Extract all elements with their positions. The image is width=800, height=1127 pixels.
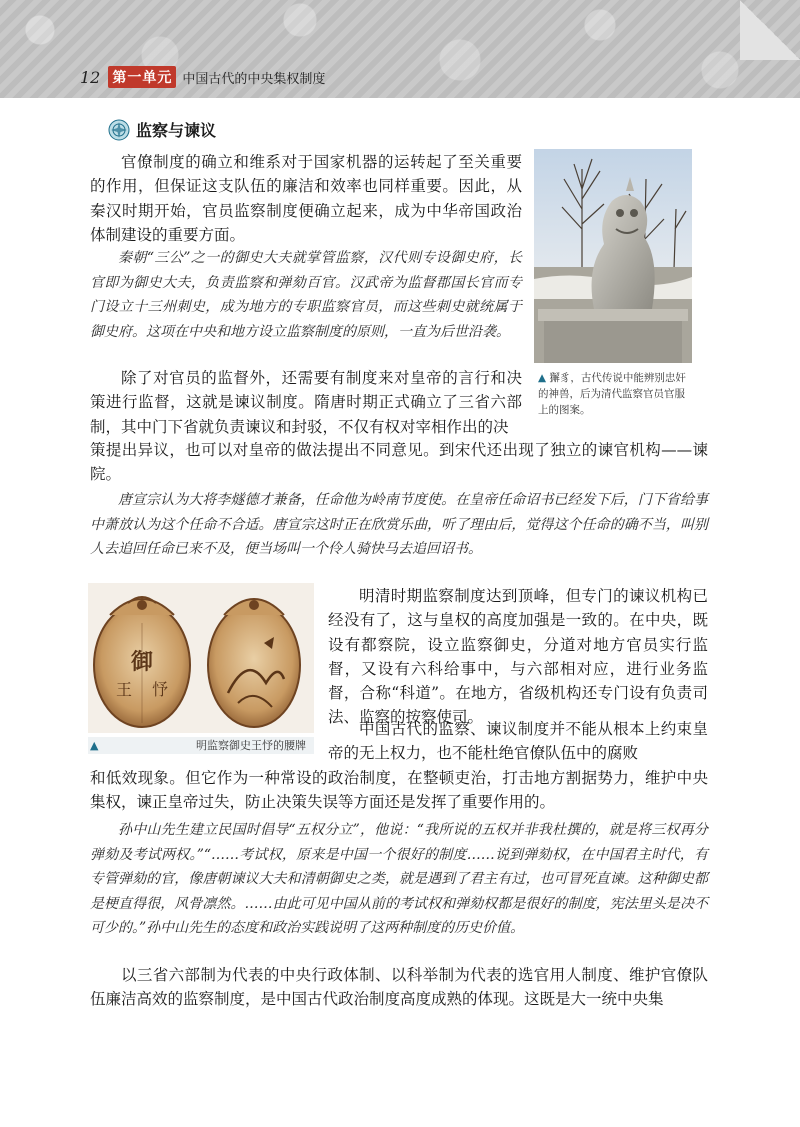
unit-title: 中国古代的中央集权制度 bbox=[182, 71, 326, 87]
xiezhi-statue-photo bbox=[534, 149, 692, 363]
waist-tablet-photo bbox=[88, 583, 314, 733]
page-corner-fold bbox=[740, 0, 800, 60]
paragraph-limits-a: 中国古代的监察、谏议制度并不能从根本上约束皇帝的无上权力，也不能杜绝官僚队伍中的腐败 bbox=[328, 720, 708, 763]
xiezhi-caption-text: 獬豸，古代传说中能辨别忠奸的神兽，后为清代监察官员官服上的图案。 bbox=[538, 372, 686, 416]
paragraph-limits-b: 和低效现象。但它作为一种常设的政治制度，在整顿吏治，打击地方割据势力，维护中央集权，谏正皇帝过失，防止决策失误等方面还是发挥了重要作用的。 bbox=[90, 769, 708, 812]
section-heading bbox=[108, 118, 216, 141]
section-emblem-icon bbox=[108, 119, 130, 141]
unit-label: 第一单元 bbox=[108, 66, 176, 88]
section-title: 监察与谏议 bbox=[136, 121, 217, 140]
paragraph-conclusion: 以三省六部制为代表的中央行政体制、以科举制为代表的选官用人制度、维护官僚队伍廉洁高效的监察制度，是中国古代政治制度高度成熟的体现。这既是大一统中央集 bbox=[90, 966, 708, 1009]
page-number: 12 bbox=[80, 67, 101, 87]
tablet-caption bbox=[88, 737, 314, 754]
note-sun-yat-sen: 孙中山先生建立民国时倡导“五权分立”，他说：“我所说的五权并非我杜撰的，就是将三权再分弹劾及考试两权。”“……考试权，原来是中国一个很好的制度……说到弹劾权，在中国君主时代，有专管弹劾的官，像唐朝谏议大夫和清朝御史之类，就是遇到了君主有过，也可冒死直谏。这种御史都是梗直得很，风骨凛然。……由此可见中国从前的考试权和弹劾权都是很好的制度，宪法里头是决不可少的。”孙中山先生的态度和政治实践说明了这两种制度的历史价值。 bbox=[90, 822, 708, 936]
running-head bbox=[80, 66, 325, 88]
tablet-inscription-mark: 御 bbox=[130, 649, 154, 675]
tablet-illustration bbox=[88, 583, 314, 733]
paragraph-ming-qing: 明清时期监察制度达到顶峰，但专门的谏议机构已经没有了，这与皇权的高度加强是一致的。在中央，既设有都察院，设立监察御史，分道对地方官员实行监督，又设有六科给事中，与六部相对应，进行业务监督，合称“科道”。在地方，省级机构还专门设有负责司法、监察的按察使司。 bbox=[328, 587, 708, 727]
page-header bbox=[0, 0, 800, 98]
tablet-caption-text: 明监察御史王忬的腰牌 bbox=[196, 739, 306, 752]
paragraph-intro: 官僚制度的确立和维系对于国家机器的运转起了至关重要的作用，但保证这支队伍的廉洁和效率也同样重要。因此，从秦汉时期开始，官员监察制度便确立起来，成为中华帝国政治体制建设的重要方面。 bbox=[90, 153, 522, 244]
xiezhi-caption bbox=[538, 370, 694, 418]
xiezhi-illustration bbox=[534, 149, 692, 363]
tablet-inscription-mark: 王 bbox=[115, 680, 133, 699]
paragraph-remonstrance-b: 策提出异议，也可以对皇帝的做法提出不同意见。到宋代还出现了独立的谏官机构——谏院。 bbox=[90, 441, 708, 484]
paragraph-remonstrance-a: 除了对官员的监督外，还需要有制度来对皇帝的言行和决策进行监督，这就是谏议制度。隋唐时期正式确立了三省六部制，其中门下省就负责谏议和封驳，不仅有权对宰相作出的决 bbox=[90, 369, 522, 436]
caption-triangle-icon: ▲ bbox=[538, 372, 547, 384]
note-qin-han-censorate: 秦朝“三公”之一的御史大夫就掌管监察，汉代则专设御史府，长官即为御史大夫，负责监察和弹劾百官。汉武帝为监督郡国长官而专门设立十三州刺史，成为地方的专职监察官员，而这些刺史就统属于御史府。这项在中央和地方设立监察制度的原则，一直为后世沿袭。 bbox=[90, 250, 522, 340]
tablet-inscription-mark: 忬 bbox=[151, 680, 169, 699]
note-tang-xuanzong: 唐宣宗认为大将李燧德才兼备，任命他为岭南节度使。在皇帝任命诏书已经发下后，门下省给事中萧放认为这个任命不合适。唐宣宗这时正在欣赏乐曲，听了理由后，觉得这个任命的确不当，叫别人去追回任命已来不及，便当场叫一个伶人骑快马去追回诏书。 bbox=[90, 492, 708, 557]
caption-triangle-icon: ▲ bbox=[90, 739, 99, 752]
